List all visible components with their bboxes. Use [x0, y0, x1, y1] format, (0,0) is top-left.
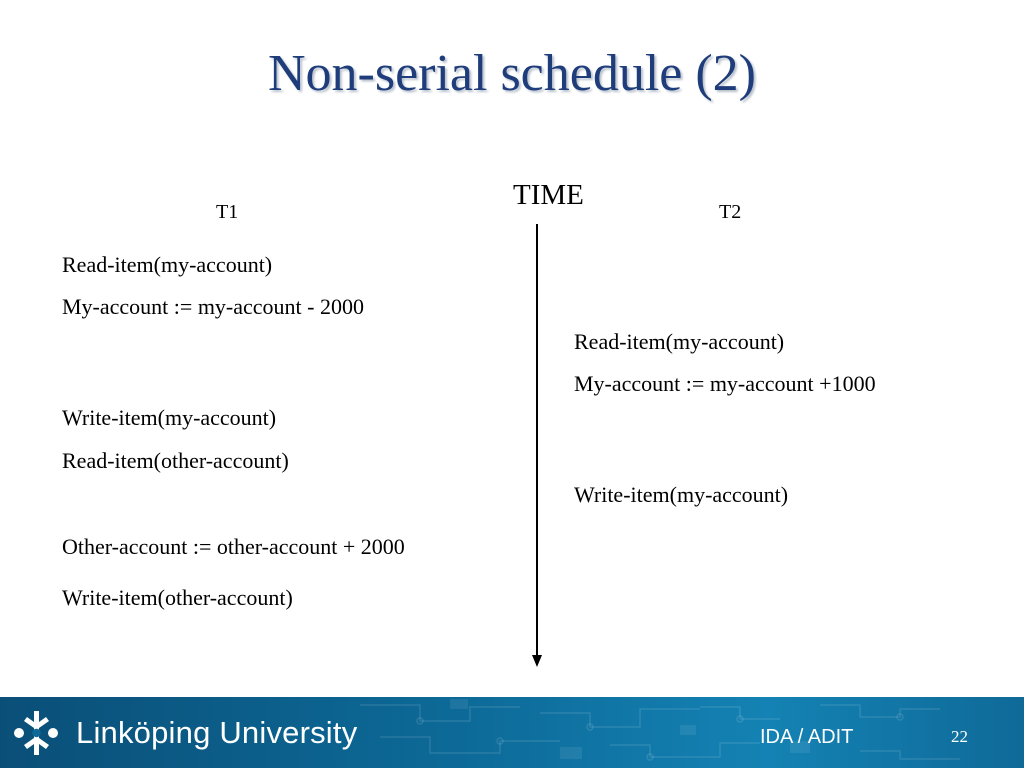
t2-write-my-account: Write-item(my-account) — [574, 482, 789, 507]
page-number: 22 — [951, 727, 968, 746]
t1-read-my-account: Read-item(my-account) — [62, 252, 273, 277]
time-label: TIME — [513, 179, 584, 211]
department-label: IDA / ADIT — [760, 726, 854, 748]
t2-update-my-account: My-account := my-account +1000 — [574, 371, 876, 396]
time-axis-arrow — [527, 224, 547, 668]
t1-update-other-account: Other-account := other-account + 2000 — [62, 534, 405, 559]
slide-title: Non-serial schedule (2) — [267, 45, 757, 102]
footer-bar — [0, 697, 1024, 768]
t1-update-my-account: My-account := my-account - 2000 — [62, 294, 364, 319]
t1-read-other-account: Read-item(other-account) — [62, 448, 289, 473]
t1-write-my-account: Write-item(my-account) — [62, 405, 277, 430]
t1-write-other-account: Write-item(other-account) — [62, 585, 293, 610]
transaction-t2-label: T2 — [719, 201, 742, 223]
t2-read-my-account: Read-item(my-account) — [574, 329, 785, 354]
university-name: Linköping University — [76, 715, 358, 750]
time-axis-arrowhead — [532, 655, 542, 667]
liu-logo-icon — [10, 707, 62, 759]
transaction-t1-label: T1 — [216, 201, 239, 223]
